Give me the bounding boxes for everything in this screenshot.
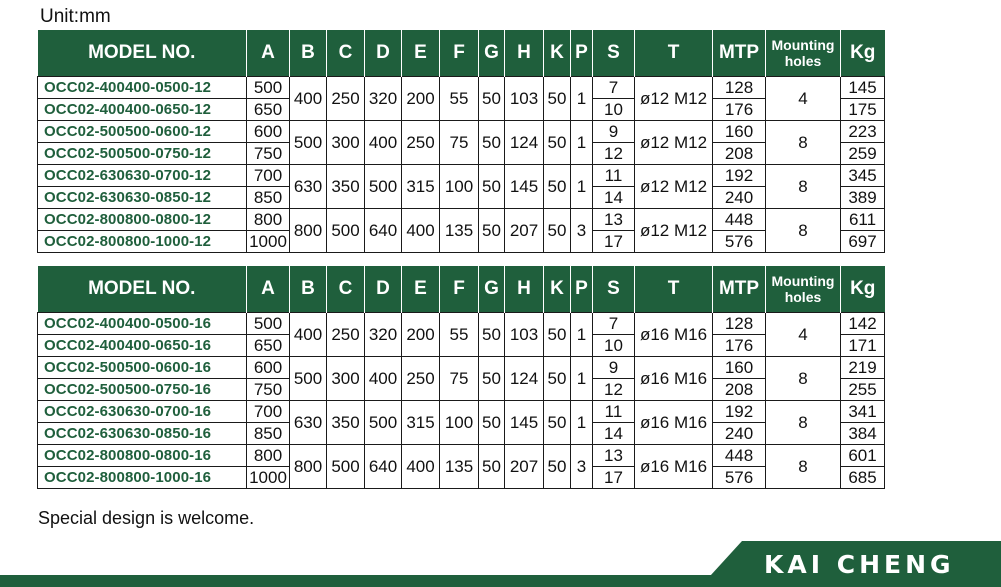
- dim-e: 315: [402, 401, 440, 445]
- thread-size-value: M16: [673, 412, 708, 432]
- thread-size-value: M12: [673, 220, 708, 240]
- dim-b: 500: [290, 121, 327, 165]
- dim-a: 500: [247, 77, 290, 99]
- weight-kg: 341: [841, 401, 885, 423]
- thread-diameter: [635, 77, 713, 121]
- dim-e: 200: [402, 77, 440, 121]
- header-k: K: [544, 30, 571, 77]
- dim-e: 250: [402, 121, 440, 165]
- mtp: 240: [713, 187, 766, 209]
- header-c: C: [327, 30, 365, 77]
- thread-size-value: M12: [673, 176, 708, 196]
- dim-h: 207: [505, 209, 544, 253]
- thread-diameter: [635, 121, 713, 165]
- header-f: F: [440, 30, 479, 77]
- header-d: D: [365, 30, 402, 77]
- dim-b: 400: [290, 77, 327, 121]
- model-no: OCC02-630630-0850-16: [38, 423, 247, 445]
- dim-b: 400: [290, 313, 327, 357]
- header-t: T: [635, 30, 713, 77]
- table-row: [38, 445, 885, 467]
- thread-diameter-value: ø16: [639, 324, 670, 344]
- header-p: P: [571, 266, 593, 313]
- model-no: OCC02-800800-0800-16: [38, 445, 247, 467]
- header-kg: Kg: [841, 266, 885, 313]
- dim-e: 400: [402, 445, 440, 489]
- dim-s: 9: [593, 357, 635, 379]
- dim-b: 630: [290, 165, 327, 209]
- dim-s: 10: [593, 335, 635, 357]
- dim-f: 75: [440, 121, 479, 165]
- dim-k: 50: [544, 313, 571, 357]
- dim-s: 14: [593, 423, 635, 445]
- dim-f: 135: [440, 209, 479, 253]
- dim-p: 3: [571, 445, 593, 489]
- dim-a: 600: [247, 357, 290, 379]
- dim-h: 145: [505, 401, 544, 445]
- mounting-holes: 4: [766, 77, 841, 121]
- header-mounting-holes: Mounting holes: [766, 266, 841, 313]
- model-no: OCC02-630630-0700-16: [38, 401, 247, 423]
- dim-h: 103: [505, 77, 544, 121]
- weight-kg: 223: [841, 121, 885, 143]
- thread-size-value: M12: [673, 132, 708, 152]
- mtp: 128: [713, 313, 766, 335]
- header-b: B: [290, 30, 327, 77]
- dim-d: 640: [365, 209, 402, 253]
- dim-b: 500: [290, 357, 327, 401]
- thread-size-value: M16: [673, 368, 708, 388]
- thread-diameter: [635, 401, 713, 445]
- thread-diameter-value: ø12: [639, 132, 670, 152]
- dim-h: 103: [505, 313, 544, 357]
- header-g: G: [479, 30, 505, 77]
- dim-k: 50: [544, 357, 571, 401]
- dim-c: 350: [327, 165, 365, 209]
- dim-h: 145: [505, 165, 544, 209]
- header-b: B: [290, 266, 327, 313]
- dim-c: 500: [327, 209, 365, 253]
- dim-s: 17: [593, 467, 635, 489]
- mounting-holes: 8: [766, 121, 841, 165]
- dim-g: 50: [479, 313, 505, 357]
- dim-g: 50: [479, 121, 505, 165]
- model-no: OCC02-400400-0650-16: [38, 335, 247, 357]
- thread-size-value: M16: [673, 456, 708, 476]
- weight-kg: 175: [841, 99, 885, 121]
- dim-d: 500: [365, 165, 402, 209]
- dim-g: 50: [479, 77, 505, 121]
- dim-a: 850: [247, 187, 290, 209]
- dim-a: 850: [247, 423, 290, 445]
- dim-d: 500: [365, 401, 402, 445]
- mtp: 176: [713, 335, 766, 357]
- mounting-holes: 8: [766, 209, 841, 253]
- dim-f: 100: [440, 401, 479, 445]
- weight-kg: 601: [841, 445, 885, 467]
- thread-diameter-value: ø16: [639, 368, 670, 388]
- dim-b: 800: [290, 445, 327, 489]
- dim-p: 1: [571, 357, 593, 401]
- mtp: 160: [713, 121, 766, 143]
- table-row: [38, 357, 885, 379]
- dim-p: 1: [571, 313, 593, 357]
- dim-d: 400: [365, 357, 402, 401]
- mtp: 240: [713, 423, 766, 445]
- mtp: 192: [713, 401, 766, 423]
- thread-size-value: M12: [673, 88, 708, 108]
- header-k: K: [544, 266, 571, 313]
- dim-p: 1: [571, 165, 593, 209]
- weight-kg: 259: [841, 143, 885, 165]
- model-no: OCC02-630630-0700-12: [38, 165, 247, 187]
- weight-kg: 142: [841, 313, 885, 335]
- header-d: D: [365, 266, 402, 313]
- dim-g: 50: [479, 165, 505, 209]
- dim-p: 3: [571, 209, 593, 253]
- mounting-holes: 4: [766, 313, 841, 357]
- thread-diameter-value: ø12: [639, 88, 670, 108]
- weight-kg: 219: [841, 357, 885, 379]
- header-e: E: [402, 266, 440, 313]
- table-row: [38, 165, 885, 187]
- header-e: E: [402, 30, 440, 77]
- thread-size-value: M16: [673, 324, 708, 344]
- dim-k: 50: [544, 121, 571, 165]
- model-no: OCC02-400400-0500-12: [38, 77, 247, 99]
- model-no: OCC02-800800-1000-16: [38, 467, 247, 489]
- mtp: 192: [713, 165, 766, 187]
- dim-a: 1000: [247, 231, 290, 253]
- thread-diameter: [635, 313, 713, 357]
- weight-kg: 255: [841, 379, 885, 401]
- dim-g: 50: [479, 445, 505, 489]
- dim-s: 12: [593, 143, 635, 165]
- dim-a: 700: [247, 401, 290, 423]
- header-h: H: [505, 30, 544, 77]
- thread-diameter-value: ø16: [639, 412, 670, 432]
- dim-c: 300: [327, 357, 365, 401]
- spec-table-m12: [37, 30, 885, 253]
- mtp: 208: [713, 379, 766, 401]
- table-row: [38, 121, 885, 143]
- dim-f: 75: [440, 357, 479, 401]
- mtp: 176: [713, 99, 766, 121]
- dim-c: 250: [327, 77, 365, 121]
- weight-kg: 145: [841, 77, 885, 99]
- header-mounting-holes: Mounting holes: [766, 30, 841, 77]
- mtp: 160: [713, 357, 766, 379]
- model-no: OCC02-800800-0800-12: [38, 209, 247, 231]
- model-no: OCC02-800800-1000-12: [38, 231, 247, 253]
- table-row: [38, 77, 885, 99]
- dim-g: 50: [479, 401, 505, 445]
- weight-kg: 345: [841, 165, 885, 187]
- dim-h: 207: [505, 445, 544, 489]
- dim-h: 124: [505, 357, 544, 401]
- dim-a: 600: [247, 121, 290, 143]
- dim-c: 300: [327, 121, 365, 165]
- dim-c: 250: [327, 313, 365, 357]
- dim-s: 7: [593, 77, 635, 99]
- dim-a: 750: [247, 379, 290, 401]
- weight-kg: 697: [841, 231, 885, 253]
- thread-diameter-value: ø16: [639, 456, 670, 476]
- mounting-holes: 8: [766, 445, 841, 489]
- dim-s: 11: [593, 401, 635, 423]
- dim-f: 100: [440, 165, 479, 209]
- model-no: OCC02-400400-0500-16: [38, 313, 247, 335]
- thread-diameter: [635, 445, 713, 489]
- header-mtp: MTP: [713, 266, 766, 313]
- header-h: H: [505, 266, 544, 313]
- mtp: 128: [713, 77, 766, 99]
- dim-a: 800: [247, 445, 290, 467]
- dim-a: 1000: [247, 467, 290, 489]
- header-row: [38, 30, 885, 77]
- header-s: S: [593, 30, 635, 77]
- weight-kg: 611: [841, 209, 885, 231]
- dim-k: 50: [544, 77, 571, 121]
- dim-e: 315: [402, 165, 440, 209]
- table-row: [38, 313, 885, 335]
- thread-diameter-value: ø12: [639, 176, 670, 196]
- header-c: C: [327, 266, 365, 313]
- mtp: 448: [713, 445, 766, 467]
- weight-kg: 389: [841, 187, 885, 209]
- dim-s: 12: [593, 379, 635, 401]
- table-row: [38, 401, 885, 423]
- header-model: MODEL NO.: [38, 30, 247, 77]
- special-design-note: Special design is welcome.: [38, 508, 255, 528]
- model-no: OCC02-500500-0750-12: [38, 143, 247, 165]
- dim-d: 320: [365, 77, 402, 121]
- dim-a: 500: [247, 313, 290, 335]
- model-no: OCC02-500500-0600-16: [38, 357, 247, 379]
- thread-diameter: [635, 209, 713, 253]
- mtp: 576: [713, 231, 766, 253]
- dim-d: 640: [365, 445, 402, 489]
- header-kg: Kg: [841, 30, 885, 77]
- dim-e: 250: [402, 357, 440, 401]
- mounting-holes: 8: [766, 357, 841, 401]
- dim-k: 50: [544, 165, 571, 209]
- dim-c: 350: [327, 401, 365, 445]
- dim-e: 200: [402, 313, 440, 357]
- mtp: 448: [713, 209, 766, 231]
- dim-s: 14: [593, 187, 635, 209]
- dim-d: 320: [365, 313, 402, 357]
- model-no: OCC02-500500-0750-16: [38, 379, 247, 401]
- model-no: OCC02-400400-0650-12: [38, 99, 247, 121]
- brand-logo: KAI CHENG: [764, 550, 955, 579]
- dim-s: 17: [593, 231, 635, 253]
- dim-s: 7: [593, 313, 635, 335]
- mounting-holes: 8: [766, 165, 841, 209]
- dim-h: 124: [505, 121, 544, 165]
- dim-g: 50: [479, 209, 505, 253]
- thread-diameter: [635, 165, 713, 209]
- dim-e: 400: [402, 209, 440, 253]
- dim-s: 13: [593, 445, 635, 467]
- dim-a: 800: [247, 209, 290, 231]
- dim-d: 400: [365, 121, 402, 165]
- thread-diameter-value: ø12: [639, 220, 670, 240]
- model-no: OCC02-500500-0600-12: [38, 121, 247, 143]
- dim-k: 50: [544, 445, 571, 489]
- dim-c: 500: [327, 445, 365, 489]
- header-s: S: [593, 266, 635, 313]
- weight-kg: 384: [841, 423, 885, 445]
- header-f: F: [440, 266, 479, 313]
- thread-diameter: [635, 357, 713, 401]
- table-row: [38, 209, 885, 231]
- header-t: T: [635, 266, 713, 313]
- weight-kg: 171: [841, 335, 885, 357]
- dim-p: 1: [571, 77, 593, 121]
- header-mtp: MTP: [713, 30, 766, 77]
- dim-a: 650: [247, 335, 290, 357]
- mtp: 208: [713, 143, 766, 165]
- dim-a: 650: [247, 99, 290, 121]
- header-a: A: [247, 30, 290, 77]
- dim-f: 55: [440, 313, 479, 357]
- mtp: 576: [713, 467, 766, 489]
- header-p: P: [571, 30, 593, 77]
- mounting-holes: 8: [766, 401, 841, 445]
- dim-b: 800: [290, 209, 327, 253]
- dim-b: 630: [290, 401, 327, 445]
- dim-a: 700: [247, 165, 290, 187]
- dim-s: 11: [593, 165, 635, 187]
- weight-kg: 685: [841, 467, 885, 489]
- dim-k: 50: [544, 401, 571, 445]
- dim-k: 50: [544, 209, 571, 253]
- header-model: MODEL NO.: [38, 266, 247, 313]
- dim-f: 55: [440, 77, 479, 121]
- dim-f: 135: [440, 445, 479, 489]
- header-g: G: [479, 266, 505, 313]
- model-no: OCC02-630630-0850-12: [38, 187, 247, 209]
- dim-s: 13: [593, 209, 635, 231]
- header-row: [38, 266, 885, 313]
- dim-a: 750: [247, 143, 290, 165]
- dim-s: 10: [593, 99, 635, 121]
- header-a: A: [247, 266, 290, 313]
- dim-p: 1: [571, 401, 593, 445]
- unit-label: Unit:mm: [40, 6, 111, 27]
- spec-table-m16: [37, 266, 885, 489]
- dim-p: 1: [571, 121, 593, 165]
- dim-g: 50: [479, 357, 505, 401]
- dim-s: 9: [593, 121, 635, 143]
